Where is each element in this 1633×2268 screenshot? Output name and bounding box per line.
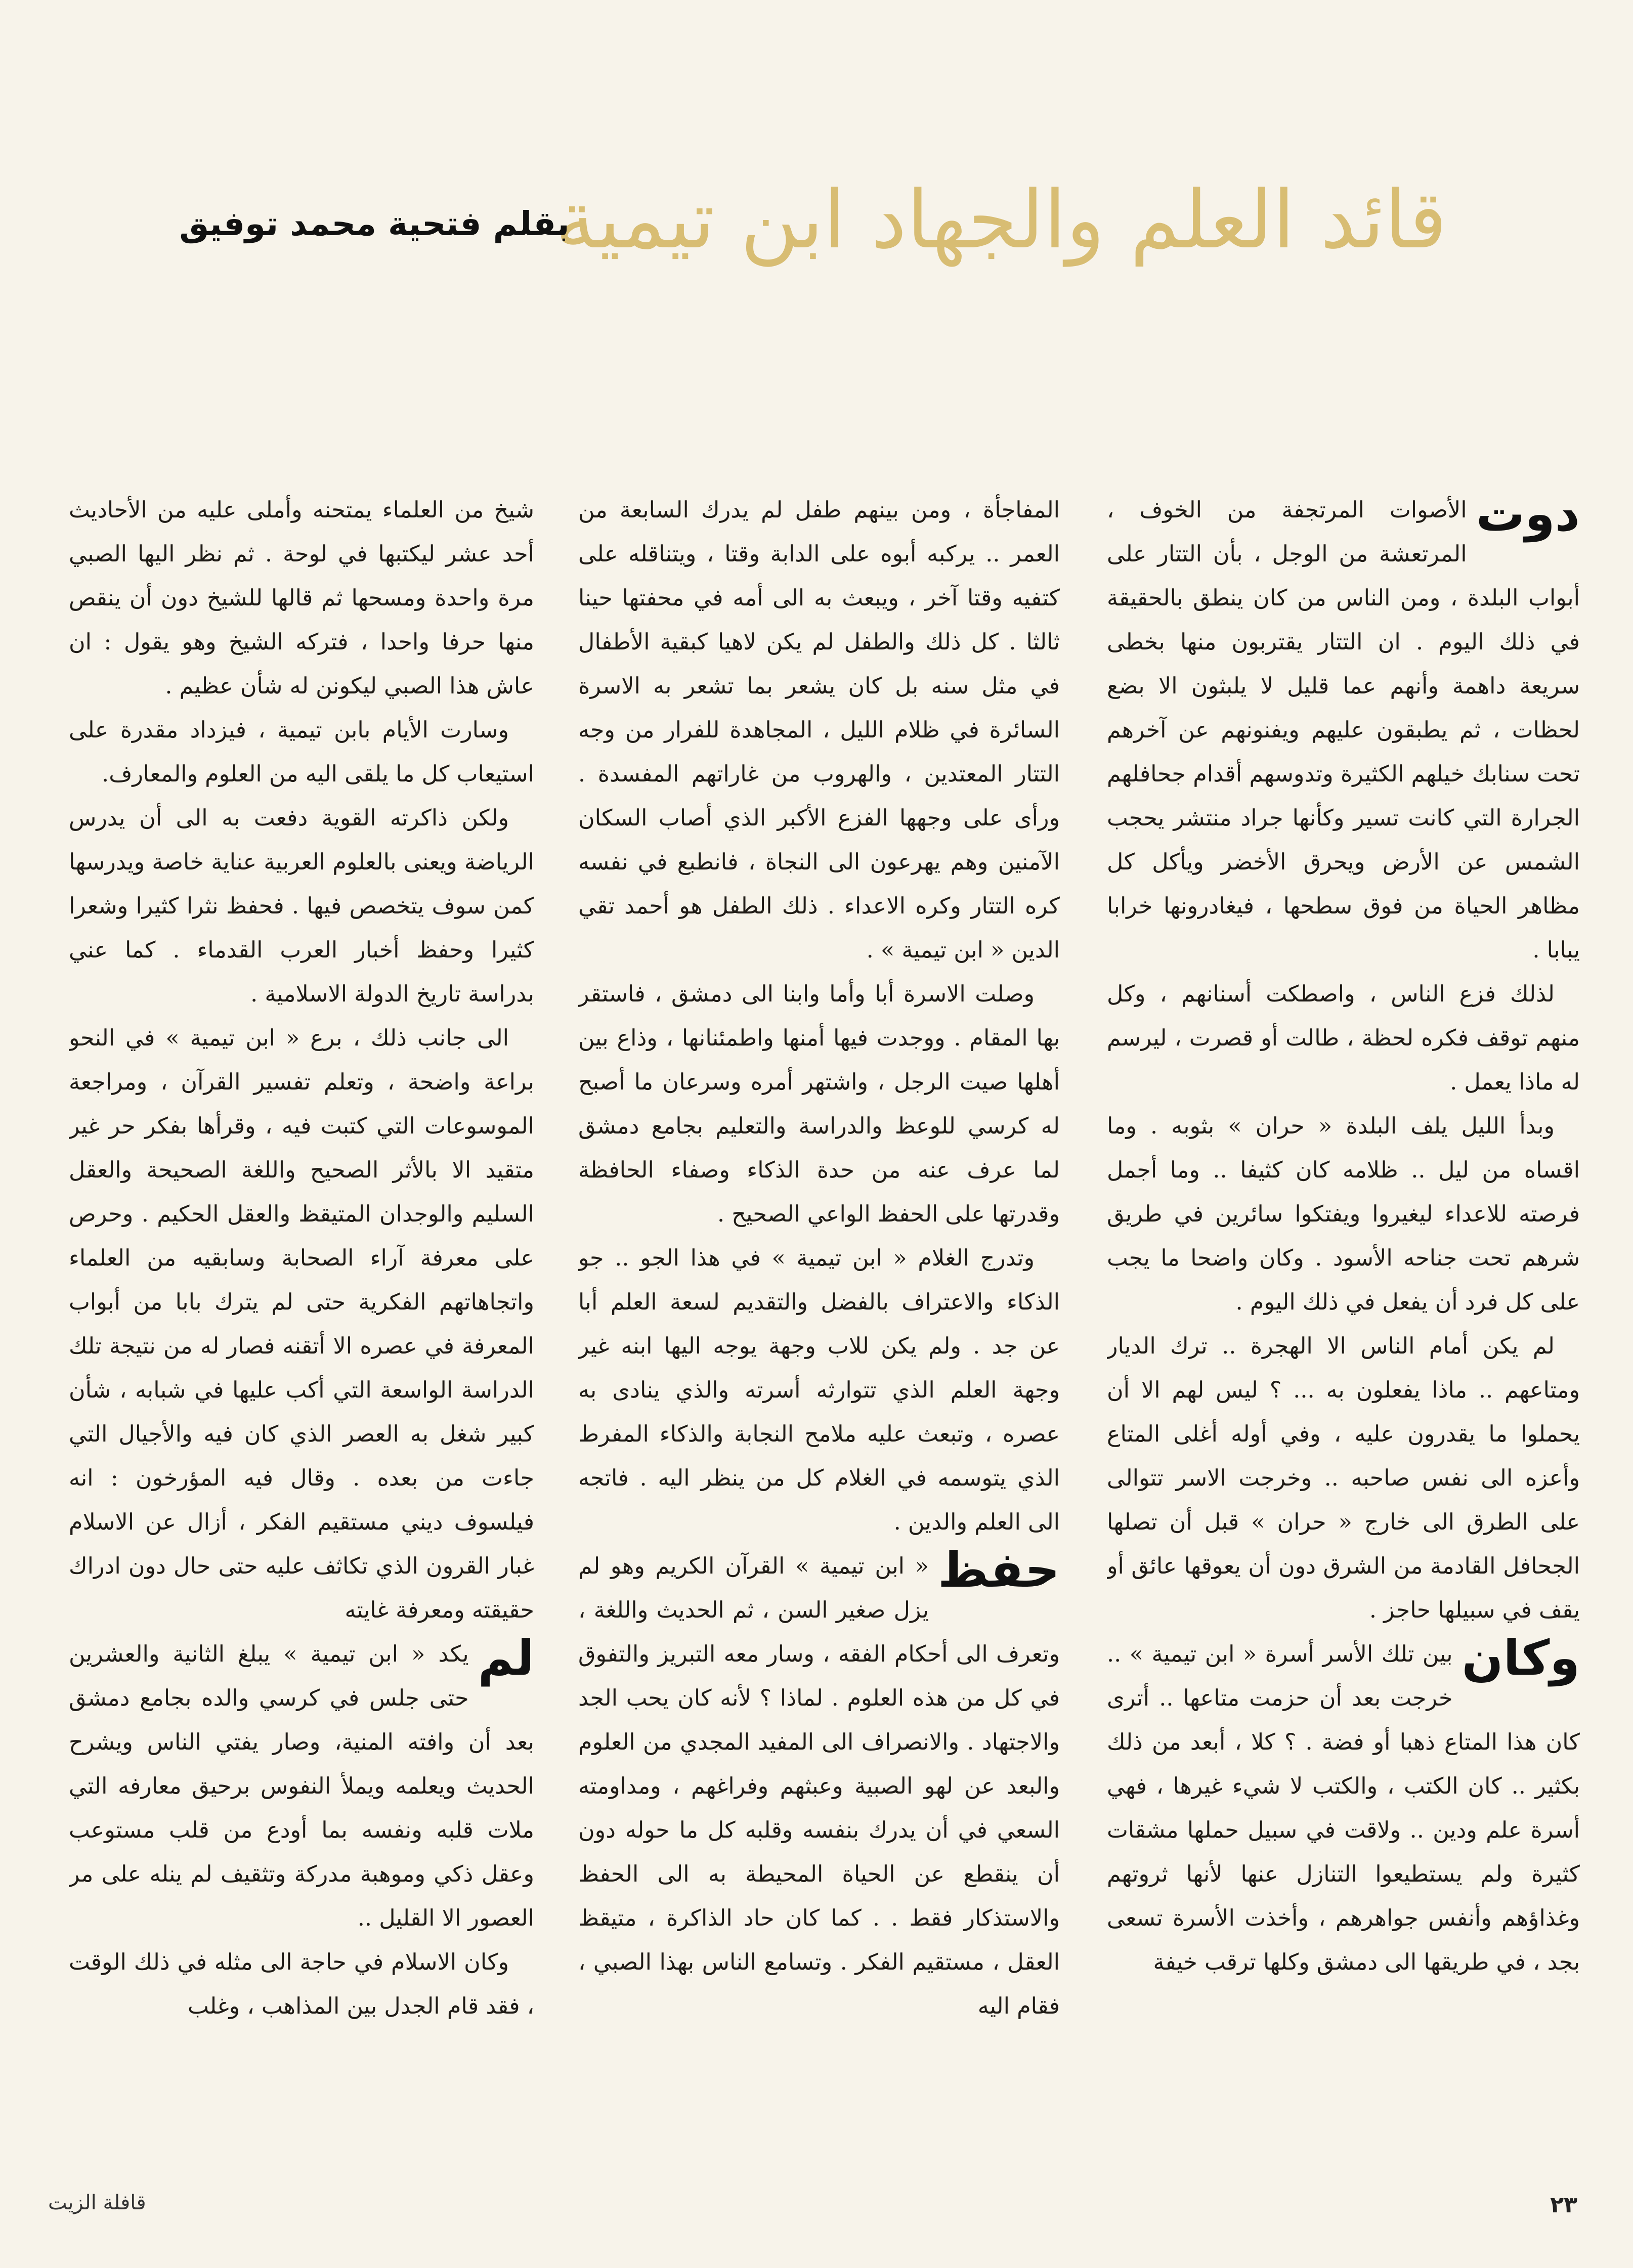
paragraph-text: بين تلك الأسر أسرة « ابن تيمية » .. خرجت بعد أن حزمت متاعها .. أترى كان هذا المتاع ذهبا أو فضة . ؟ كلا ، أبعد من ذلك بكثير .. كان الكتب ، والكتب لا شيء غيرها ، فهي أسرة علم ودين .. ولاقت في سبيل حملها مشقات كثيرة ولم يستطيعوا التنازل عنها لأنها ثروتهم وغذاؤهم وأنفس جواهرهم ، وأخذت الأسرة تسعى بجد ، في طريقها الى دمشق وكلها ترقب خيفة [1107, 1641, 1580, 1975]
paragraph-text: الأصوات المرتجفة من الخوف ، المرتعشة من الوجل ، بأن التتار على أبواب البلدة ، ومن الناس من كان ينطق بالحقيقة في ذلك اليوم . ان التتار يقتربون منها بخطى سريعة داهمة وأنهم عما قليل لا يلبثون الا بضع لحظات ، ثم يطبقون عليهم ويفنونهم عن آخرهم تحت سنابك خيلهم الكثيرة وتدوسهم أقدام جحافلهم الجرارة التي كانت تسير وكأنها جراد منتشر يحجب الشمس عن الأرض ويحرق الأخضر ويأكل كل مظاهر الحياة من فوق سطحها ، فيغادرونها خرابا يبابا . [1107, 497, 1580, 963]
paragraph [1107, 1632, 1580, 1984]
paragraph: شيخ من العلماء يمتحنه وأملى عليه من الأحاديث أحد عشر ليكتبها في لوحة . ثم نظر اليها الصبي مرة واحدة ومسحها ثم قالها للشيخ دون أن ينقص منها حرفا واحدا ، فتركه الشيخ وهو يقول : ان عاش هذا الصبي ليكونن له شأن عظيم . [69, 497, 534, 699]
drop-cap-word: لم [478, 1630, 534, 1686]
article-author: بقلم فتحية محمد توفيق [179, 204, 570, 243]
paragraph [1107, 488, 1580, 972]
paragraph [69, 1632, 534, 1940]
article-title: قائد العلم والجهاد ابن تيمية [555, 173, 1447, 267]
paragraph: المفاجأة ، ومن بينهم طفل لم يدرك السابعة من العمر .. يركبه أبوه على الدابة وقتا ، ويتناقله على كتفيه وقتا آخر ، ويبعث به الى أمه في محفتها حينا ثالثا . كل ذلك والطفل لم يكن لاهيا كبقية الأطفال في مثل سنه بل كان يشعر بما تشعر به الاسرة السائرة في ظلام الليل ، المجاهدة للفرار من وجه التتار المعتدين ، والهروب من غاراتهم المفسدة . ورأى على وجهها الفزع الأكبر الذي أصاب السكان الآمنين وهم يهرعون الى النجاة ، فانطبع في نفسه كره التتار وكره الاعداء . ذلك الطفل هو أحمد تقي الدين « ابن تيمية » . [578, 497, 1060, 963]
paragraph: لم يكن أمام الناس الا الهجرة .. ترك الديار ومتاعهم .. ماذا يفعلون به ... ؟ ليس لهم الا أن يحملوا ما يقدرون عليه ، وفي أوله أغلى المتاع وأعزه الى نفس صاحبه .. وخرجت الاسر تتوالى على الطرق الى خارج « حران » قبل أن تصلها الجحافل القادمة من الشرق دون أن يعوقها عائق أو يقف في سبيلها حاجز . [1107, 1333, 1580, 1623]
paragraph: الى جانب ذلك ، برع « ابن تيمية » في النحو براعة واضحة ، وتعلم تفسير القرآن ، ومراجعة الموسوعات التي كتبت فيه ، وقرأها بفكر حر غير متقيد الا بالأثر الصحيح واللغة الصحيحة والعقل السليم والوجدان المتيقظ والعقل الحكيم . وحرص على معرفة آراء الصحابة وسابقيه من العلماء واتجاهاتهم الفكرية حتى لم يترك بابا من أبواب المعرفة في عصره الا أتقنه فصار له من نتيجة تلك الدراسة الواسعة التي أكب عليها في شبابه ، شأن كبير شغل به العصر الذي كان فيه والأجيال التي جاءت من بعده . وقال فيه المؤرخون : انه فيلسوف ديني مستقيم الفكر ، أزال عن الاسلام غبار القرون الذي تكاثف عليه حتى حال دون ادراك حقيقته ومعرفة غايته [69, 1025, 534, 1623]
text-column-3 [69, 488, 534, 2137]
text-column-1 [1107, 488, 1580, 2137]
paragraph-text: يكد « ابن تيمية » يبلغ الثانية والعشرين حتى جلس في كرسي والده بجامع دمشق بعد أن وافته المنية، وصار يفتي الناس ويشرح الحديث ويعلمه ويملأ النفوس برحيق معارفه التي ملات قلبه ونفسه بما أودع من قلب مستوعب وعقل ذكي وموهبة مدركة وتثقيف لم ينله على مر العصور الا القليل .. [69, 1641, 534, 1931]
paragraph: وبدأ الليل يلف البلدة « حران » بثوبه . وما اقساه من ليل .. ظلامه كان كثيفا .. وما أجمل فرصته للاعداء ليغيروا ويفتكوا سائرين في طريق شرهم تحت جناحه الأسود . وكان واضحا ما يجب على كل فرد أن يفعل في ذلك اليوم . [1107, 1113, 1580, 1315]
paragraph: وصلت الاسرة أبا وأما وابنا الى دمشق ، فاستقر بها المقام . ووجدت فيها أمنها واطمئنانها ، وذاع بين أهلها صيت الرجل ، واشتهر أمره وسرعان ما أصبح له كرسي للوعظ والدراسة والتعليم بجامع دمشق لما عرف عنه من حدة الذكاء وصفاء الحافظة وقدرتها على الحفظ الواعي الصحيح . [578, 981, 1060, 1227]
paragraph: وسارت الأيام بابن تيمية ، فيزداد مقدرة على استيعاب كل ما يلقى اليه من العلوم والمعارف. [69, 717, 534, 787]
page-number: ٢٣ [1550, 2192, 1577, 2218]
drop-cap-word: دوت [1476, 488, 1580, 542]
paragraph: لذلك فزع الناس ، واصطكت أسنانهم ، وكل منهم توقف فكره لحظة ، طالت أو قصرت ، ليرسم له ماذا يعمل . [1107, 981, 1580, 1095]
paragraph: وكان الاسلام في حاجة الى مثله في ذلك الوقت ، فقد قام الجدل بين المذاهب ، وغلب [69, 1949, 534, 2019]
paragraph-text: « ابن تيمية » القرآن الكريم وهو لم يزل صغير السن ، ثم الحديث واللغة ، وتعرف الى أحكام الفقه ، وسار معه التبريز والتفوق في كل من هذه العلوم . لماذا ؟ لأنه كان يحب الجد والاجتهاد . والانصراف الى المفيد المجدي من العلوم والبعد عن لهو الصبية وعبثهم وفراغهم ، ومداومته السعي في أن يدرك بنفسه وقلبه كل ما حوله دون أن ينقطع عن الحياة المحيطة به الى الحفظ والاستذكار فقط . . كما كان حاد الذاكرة ، متيقظ العقل ، مستقيم الفكر . وتسامع الناس بهذا الصبي ، فقام اليه [578, 1553, 1060, 2019]
paragraph: ولكن ذاكرته القوية دفعت به الى أن يدرس الرياضة ويعنى بالعلوم العربية عناية خاصة ويدرسها كمن سوف يتخصص فيها . فحفظ نثرا كثيرا وشعرا كثيرا وحفظ أخبار العرب القدماء . كما عني بدراسة تاريخ الدولة الاسلامية . [69, 805, 534, 1007]
magazine-name: قافلة الزيت [48, 2191, 146, 2214]
drop-cap-word: حفظ [937, 1542, 1060, 1598]
paragraph: وتدرج الغلام « ابن تيمية » في هذا الجو .. جو الذكاء والاعتراف بالفضل والتقديم لسعة العلم أبا عن جد . ولم يكن للاب وجهة يوجه اليها ابنه غير وجهة العلم الذي تتوارثه أسرته والذي ينادى به عصره ، وتبعث عليه ملامح النجابة والذكاء المفرط الذي يتوسمه في الغلام كل من ينظر اليه . فاتجه الى العلم والدين . [578, 1245, 1060, 1535]
drop-cap-word: وكان [1462, 1630, 1580, 1686]
paragraph [578, 1544, 1060, 2028]
text-column-2 [578, 488, 1060, 2137]
